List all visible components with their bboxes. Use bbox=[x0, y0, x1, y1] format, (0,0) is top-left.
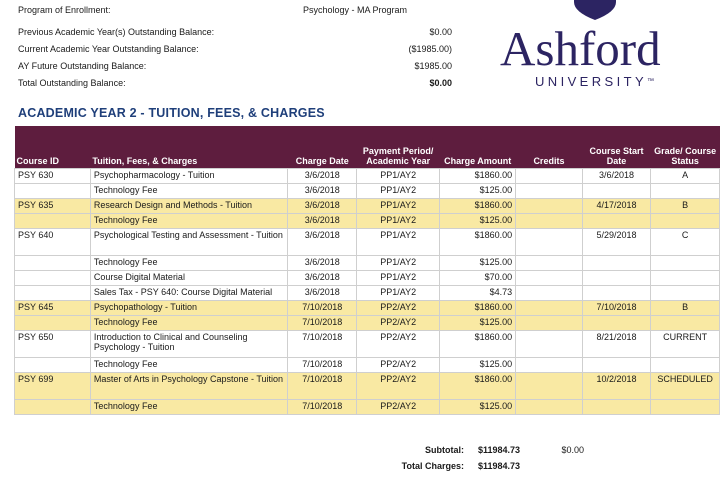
cell-grade-status bbox=[651, 316, 720, 331]
cell-charge-date: 3/6/2018 bbox=[288, 184, 357, 199]
cell-credits bbox=[516, 169, 583, 184]
total-charges-label: Total Charges: bbox=[401, 461, 464, 471]
cell-course-start-date: 3/6/2018 bbox=[582, 169, 651, 184]
cell-charge-amount: $1860.00 bbox=[440, 229, 516, 256]
cell-payment-period: PP1/AY2 bbox=[357, 229, 440, 256]
cell-course-start-date bbox=[582, 214, 651, 229]
cell-credits bbox=[516, 358, 583, 373]
cell-description: Sales Tax - PSY 640: Course Digital Material bbox=[90, 286, 288, 301]
cell-grade-status: SCHEDULED bbox=[651, 373, 720, 400]
table-row bbox=[15, 271, 720, 286]
cell-charge-date: 3/6/2018 bbox=[288, 256, 357, 271]
cell-charge-amount: $70.00 bbox=[440, 271, 516, 286]
cell-description: Technology Fee bbox=[90, 316, 288, 331]
subtotal-label: Subtotal: bbox=[425, 445, 464, 455]
table-row bbox=[15, 199, 720, 214]
cell-charge-amount: $125.00 bbox=[440, 256, 516, 271]
cell-grade-status: B bbox=[651, 199, 720, 214]
cell-course-id bbox=[15, 358, 91, 373]
cell-credits bbox=[516, 199, 583, 214]
balance-value: $0.00 bbox=[429, 27, 452, 37]
cell-credits bbox=[516, 256, 583, 271]
cell-grade-status bbox=[651, 400, 720, 415]
cell-grade-status bbox=[651, 271, 720, 286]
program-label: Program of Enrollment: bbox=[18, 5, 111, 15]
cell-course-id bbox=[15, 271, 91, 286]
cell-grade-status bbox=[651, 184, 720, 199]
table-row bbox=[15, 331, 720, 358]
balance-row-future bbox=[18, 60, 458, 77]
column-header-grade-status: Grade/ Course Status bbox=[651, 126, 720, 169]
cell-credits bbox=[516, 286, 583, 301]
cell-course-id: PSY 645 bbox=[15, 301, 91, 316]
cell-course-start-date bbox=[582, 358, 651, 373]
cell-course-id bbox=[15, 316, 91, 331]
cell-credits bbox=[516, 400, 583, 415]
trademark-mark: ™ bbox=[647, 78, 655, 85]
cell-description: Psychological Testing and Assessment - Tuition bbox=[90, 229, 288, 256]
cell-payment-period: PP2/AY2 bbox=[357, 301, 440, 316]
cell-charge-date: 7/10/2018 bbox=[288, 373, 357, 400]
cell-grade-status: B bbox=[651, 301, 720, 316]
cell-charge-amount: $125.00 bbox=[440, 400, 516, 415]
cell-course-id: PSY 630 bbox=[15, 169, 91, 184]
table-row bbox=[15, 286, 720, 301]
balance-value: $0.00 bbox=[429, 78, 452, 88]
cell-description: Technology Fee bbox=[90, 184, 288, 199]
shield-icon bbox=[570, 0, 620, 20]
column-header-course-start-date: Course Start Date bbox=[582, 126, 651, 169]
cell-payment-period: PP1/AY2 bbox=[357, 256, 440, 271]
balance-row-previous bbox=[18, 26, 458, 43]
cell-course-id: PSY 650 bbox=[15, 331, 91, 358]
cell-credits bbox=[516, 271, 583, 286]
cell-grade-status: A bbox=[651, 169, 720, 184]
cell-charge-amount: $125.00 bbox=[440, 358, 516, 373]
cell-credits bbox=[516, 316, 583, 331]
cell-payment-period: PP1/AY2 bbox=[357, 214, 440, 229]
logo-subtitle bbox=[535, 75, 654, 89]
cell-payment-period: PP2/AY2 bbox=[357, 316, 440, 331]
balance-row-current bbox=[18, 43, 458, 60]
cell-payment-period: PP2/AY2 bbox=[357, 400, 440, 415]
cell-charge-date: 7/10/2018 bbox=[288, 331, 357, 358]
cell-charge-date: 3/6/2018 bbox=[288, 286, 357, 301]
column-header-description: Tuition, Fees, & Charges bbox=[90, 126, 288, 169]
cell-course-id: PSY 640 bbox=[15, 229, 91, 256]
cell-grade-status: CURRENT bbox=[651, 331, 720, 358]
balance-label: Total Outstanding Balance: bbox=[18, 78, 126, 88]
cell-credits bbox=[516, 373, 583, 400]
cell-grade-status: C bbox=[651, 229, 720, 256]
cell-course-start-date bbox=[582, 400, 651, 415]
table-header-row bbox=[15, 126, 720, 169]
table-row bbox=[15, 184, 720, 199]
cell-course-start-date bbox=[582, 184, 651, 199]
cell-payment-period: PP1/AY2 bbox=[357, 286, 440, 301]
cell-charge-amount: $1860.00 bbox=[440, 169, 516, 184]
cell-description: Course Digital Material bbox=[90, 271, 288, 286]
balance-row-total bbox=[18, 77, 458, 94]
cell-description: Technology Fee bbox=[90, 256, 288, 271]
cell-charge-date: 7/10/2018 bbox=[288, 301, 357, 316]
table-row bbox=[15, 400, 720, 415]
cell-grade-status bbox=[651, 256, 720, 271]
table-row bbox=[15, 373, 720, 400]
cell-charge-date: 3/6/2018 bbox=[288, 169, 357, 184]
cell-payment-period: PP1/AY2 bbox=[357, 169, 440, 184]
table-row bbox=[15, 316, 720, 331]
cell-payment-period: PP2/AY2 bbox=[357, 358, 440, 373]
section-title: ACADEMIC YEAR 2 - TUITION, FEES, & CHARGES bbox=[18, 106, 325, 120]
cell-grade-status bbox=[651, 286, 720, 301]
logo-wordmark: Ashford bbox=[500, 21, 661, 76]
table-row bbox=[15, 301, 720, 316]
cell-course-start-date: 7/10/2018 bbox=[582, 301, 651, 316]
cell-charge-date: 3/6/2018 bbox=[288, 229, 357, 256]
cell-description: Technology Fee bbox=[90, 400, 288, 415]
cell-charge-amount: $1860.00 bbox=[440, 373, 516, 400]
cell-grade-status bbox=[651, 214, 720, 229]
cell-charge-amount: $1860.00 bbox=[440, 301, 516, 316]
cell-description: Technology Fee bbox=[90, 214, 288, 229]
cell-payment-period: PP2/AY2 bbox=[357, 373, 440, 400]
column-header-course-id: Course ID bbox=[15, 126, 91, 169]
cell-description: Psychopathology - Tuition bbox=[90, 301, 288, 316]
cell-course-start-date bbox=[582, 256, 651, 271]
charges-table-body bbox=[15, 169, 720, 415]
cell-credits bbox=[516, 184, 583, 199]
cell-course-start-date bbox=[582, 271, 651, 286]
cell-credits bbox=[516, 331, 583, 358]
cell-credits bbox=[516, 229, 583, 256]
cell-charge-date: 3/6/2018 bbox=[288, 271, 357, 286]
cell-charge-amount: $125.00 bbox=[440, 184, 516, 199]
cell-course-start-date: 10/2/2018 bbox=[582, 373, 651, 400]
cell-charge-date: 3/6/2018 bbox=[288, 214, 357, 229]
cell-charge-amount: $1860.00 bbox=[440, 331, 516, 358]
cell-payment-period: PP1/AY2 bbox=[357, 184, 440, 199]
cell-credits bbox=[516, 214, 583, 229]
balance-label: Previous Academic Year(s) Outstanding Balance: bbox=[18, 27, 215, 37]
cell-course-id bbox=[15, 184, 91, 199]
subtotal-row bbox=[14, 444, 720, 460]
table-row bbox=[15, 169, 720, 184]
logo-subtitle-text: UNIVERSITY bbox=[535, 74, 648, 89]
cell-description: Psychopharmacology - Tuition bbox=[90, 169, 288, 184]
cell-course-id bbox=[15, 400, 91, 415]
cell-credits bbox=[516, 301, 583, 316]
cell-charge-amount: $125.00 bbox=[440, 316, 516, 331]
balance-label: Current Academic Year Outstanding Balance: bbox=[18, 44, 199, 54]
cell-course-id bbox=[15, 256, 91, 271]
cell-grade-status bbox=[651, 358, 720, 373]
totals-block bbox=[14, 444, 720, 476]
subtotal-value: $11984.73 bbox=[477, 445, 520, 455]
cell-course-start-date bbox=[582, 316, 651, 331]
charges-table bbox=[14, 126, 720, 415]
cell-payment-period: PP2/AY2 bbox=[357, 331, 440, 358]
balance-value: ($1985.00) bbox=[408, 44, 452, 54]
cell-description: Research Design and Methods - Tuition bbox=[90, 199, 288, 214]
cell-course-id: PSY 699 bbox=[15, 373, 91, 400]
column-header-credits: Credits bbox=[516, 126, 583, 169]
total-charges-row bbox=[14, 460, 720, 476]
total-charges-value: $11984.73 bbox=[477, 461, 520, 471]
table-row bbox=[15, 214, 720, 229]
table-row bbox=[15, 256, 720, 271]
cell-payment-period: PP1/AY2 bbox=[357, 199, 440, 214]
cell-payment-period: PP1/AY2 bbox=[357, 271, 440, 286]
cell-charge-amount: $4.73 bbox=[440, 286, 516, 301]
cell-charge-amount: $125.00 bbox=[440, 214, 516, 229]
cell-course-start-date: 4/17/2018 bbox=[582, 199, 651, 214]
cell-charge-date: 3/6/2018 bbox=[288, 199, 357, 214]
cell-course-id bbox=[15, 214, 91, 229]
account-summary bbox=[18, 4, 458, 94]
cell-course-start-date: 8/21/2018 bbox=[582, 331, 651, 358]
cell-course-id: PSY 635 bbox=[15, 199, 91, 214]
cell-description: Technology Fee bbox=[90, 358, 288, 373]
column-header-charge-amount: Charge Amount bbox=[440, 126, 516, 169]
cell-course-start-date: 5/29/2018 bbox=[582, 229, 651, 256]
balance-value: $1985.00 bbox=[414, 61, 452, 71]
column-header-charge-date: Charge Date bbox=[288, 126, 357, 169]
credits-total: $0.00 bbox=[561, 445, 584, 455]
cell-charge-date: 7/10/2018 bbox=[288, 316, 357, 331]
table-row bbox=[15, 229, 720, 256]
cell-description: Master of Arts in Psychology Capstone - Tuition bbox=[90, 373, 288, 400]
table-row bbox=[15, 358, 720, 373]
cell-course-id bbox=[15, 286, 91, 301]
cell-charge-amount: $1860.00 bbox=[440, 199, 516, 214]
balance-label: AY Future Outstanding Balance: bbox=[18, 61, 147, 71]
column-header-payment-period: Payment Period/ Academic Year bbox=[357, 126, 440, 169]
program-row bbox=[18, 4, 458, 26]
cell-course-start-date bbox=[582, 286, 651, 301]
cell-description: Introduction to Clinical and Counseling Psychology - Tuition bbox=[90, 331, 288, 358]
cell-charge-date: 7/10/2018 bbox=[288, 358, 357, 373]
cell-charge-date: 7/10/2018 bbox=[288, 400, 357, 415]
program-value: Psychology - MA Program bbox=[303, 5, 408, 15]
